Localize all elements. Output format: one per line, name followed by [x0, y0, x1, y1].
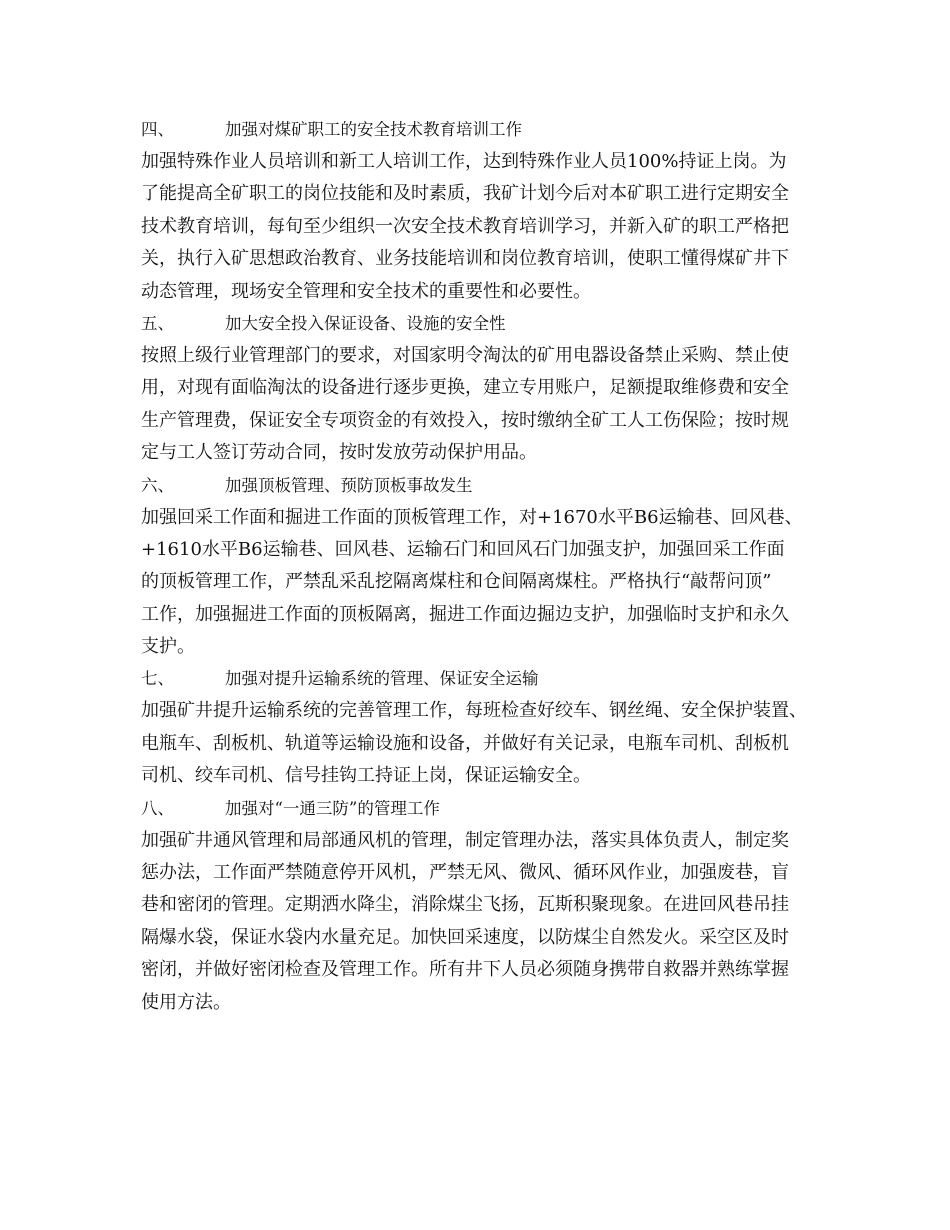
- paragraph-line: 按照上级行业管理部门的要求，对国家明令淘汰的矿用电器设备禁止采购、禁止使: [141, 344, 789, 366]
- paragraph-line: 关，执行入矿思想政治教育、业务技能培训和岗位教育培训，使职工懂得煤矿井下: [141, 248, 789, 270]
- section-heading: [141, 114, 826, 146]
- paragraph-line: 加强回采工作面和掘进工作面的顶板管理工作，对+1670水平B6运输巷、回风巷、: [141, 506, 803, 528]
- section-heading: [141, 470, 826, 502]
- paragraph-line: 隔爆水袋，保证水袋内水量充足。加快回采速度，以防煤尘自然发火。采空区及时: [141, 926, 789, 948]
- paragraph-line: 工作，加强掘进工作面的顶板隔离，掘进工作面边掘边支护，加强临时支护和永久: [141, 603, 789, 625]
- section-number: 五、: [141, 313, 174, 333]
- paragraph-line: 技术教育培训，每旬至少组织一次安全技术教育培训学习，并新入矿的职工严格把: [141, 215, 789, 237]
- section-6: [141, 470, 826, 664]
- paragraph-line: 的顶板管理工作，严禁乱采乱挖隔离煤柱和仓间隔离煤柱。严格执行“敲帮问顶”: [141, 571, 772, 593]
- paragraph-line: 加强矿井通风管理和局部通风机的管理，制定管理办法，落实具体负责人，制定奖: [141, 829, 789, 851]
- section-number: 四、: [141, 120, 174, 139]
- section-7: [141, 663, 826, 792]
- section-heading: [141, 308, 826, 340]
- paragraph-line: 生产管理费，保证安全专项资金的有效投入，按时缴纳全矿工人工伤保险；按时规: [141, 409, 789, 431]
- paragraph-line: 司机、绞车司机、信号挂钩工持证上岗，保证运输安全。: [141, 765, 591, 787]
- section-number: 八、: [141, 798, 174, 818]
- section-title: 加强对提升运输系统的管理、保证安全运输: [225, 669, 539, 689]
- section-number: 七、: [141, 669, 174, 689]
- section-heading: [141, 793, 826, 825]
- paragraph-line: 使用方法。: [141, 991, 231, 1013]
- paragraph-line: 加强矿井提升运输系统的完善管理工作，每班检查好绞车、钢丝绳、安全保护装置、: [141, 700, 807, 722]
- section-title: 加强顶板管理、预防顶板事故发生: [225, 475, 473, 495]
- document-page: [141, 114, 826, 1019]
- section-number: 六、: [141, 475, 174, 495]
- paragraph-line: 用，对现有面临淘汰的设备进行逐步更换，建立专用账户，足额提取维修费和安全: [141, 377, 789, 399]
- paragraph-line: 加强特殊作业人员培训和新工人培训工作，达到特殊作业人员100%持证上岗。为: [141, 151, 787, 172]
- section-4: [141, 114, 826, 308]
- paragraph-line: 惩办法，工作面严禁随意停开风机，严禁无风、微风、循环风作业，加强废巷，盲: [141, 862, 789, 884]
- section-8: [141, 793, 826, 1019]
- paragraph-line: 密闭，并做好密闭检查及管理工作。所有井下人员必须随身携带自救器并熟练掌握: [141, 959, 789, 981]
- paragraph-line: 巷和密闭的管理。定期洒水降尘，消除煤尘飞扬，瓦斯积聚现象。在进回风巷吊挂: [141, 894, 789, 916]
- paragraph-line: 定与工人签订劳动合同，按时发放劳动保护用品。: [141, 442, 537, 464]
- section-5: [141, 308, 826, 470]
- paragraph-line: 了能提高全矿职工的岗位技能和及时素质，我矿计划今后对本矿职工进行定期安全: [141, 183, 789, 205]
- paragraph-line: 电瓶车、刮板机、轨道等运输设施和设备，并做好有关记录，电瓶车司机、刮板机: [141, 732, 789, 754]
- section-title: 加大安全投入保证设备、设施的安全性: [225, 313, 506, 333]
- paragraph-line: 动态管理，现场安全管理和安全技术的重要性和必要性。: [141, 280, 591, 302]
- paragraph-line: +1610水平B6运输巷、回风巷、运输石门和回风石门加强支护，加强回采工作面: [141, 538, 785, 560]
- section-heading: [141, 663, 826, 695]
- section-title: 加强对煤矿职工的安全技术教育培训工作: [225, 120, 522, 139]
- section-title: 加强对“一通三防”的管理工作: [225, 798, 440, 818]
- paragraph-line: 支护。: [141, 636, 195, 658]
